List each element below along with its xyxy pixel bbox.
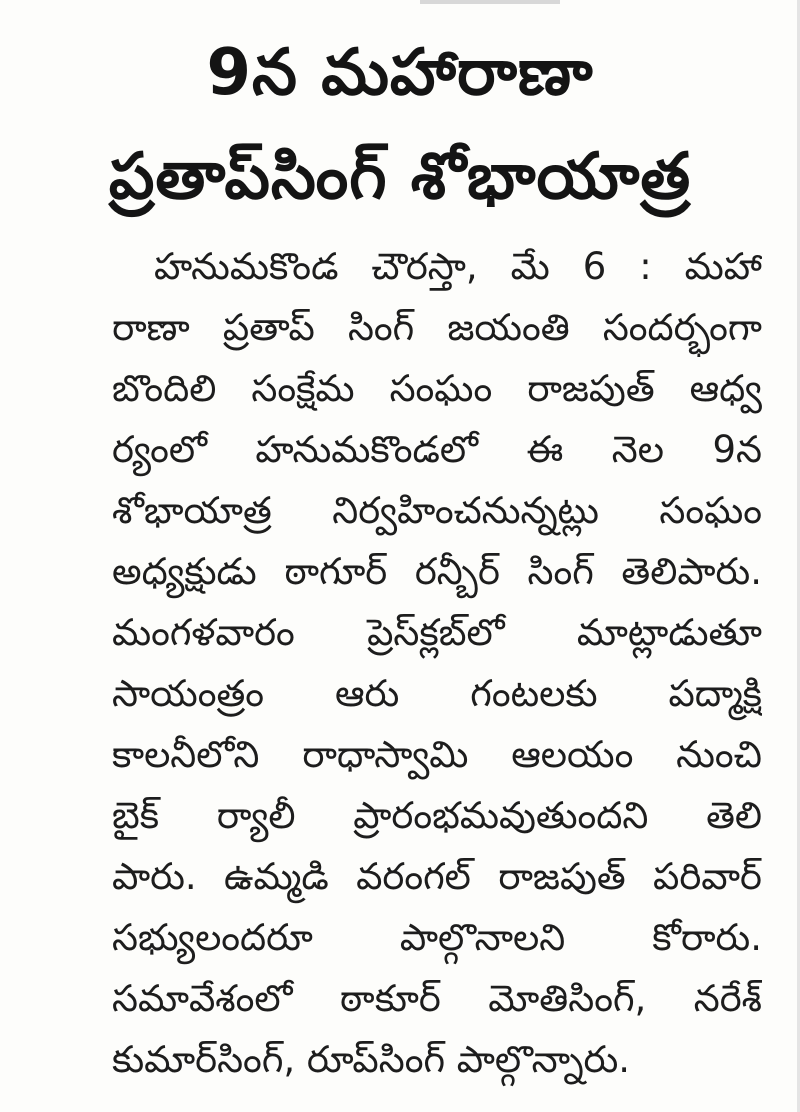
article-line: మంగళవారం ప్రెస్‌క్లబ్‌లో మాట్లాడుతూ <box>112 611 762 654</box>
article-line: సాయంత్రం ఆరు గంటలకు పద్మాక్షి <box>112 672 762 715</box>
article-line: సమావేశంలో ఠాకూర్ మోతిసింగ్, నరేశ్ <box>112 977 762 1020</box>
article-line: కాలనీలోని రాధాస్వామి ఆలయం నుంచి <box>112 733 762 776</box>
top-divider <box>420 0 560 4</box>
article-body <box>112 236 762 1090</box>
article-line: కుమార్‌సింగ్, రూప్‌సింగ్ పాల్గొన్నారు. <box>112 1038 631 1081</box>
article-line: ర్యంలో హనుమకొండలో ఈ నెల 9న <box>112 428 762 471</box>
headline-line-2: ప్రతాప్‌సింగ్ శోభాయాత్ర <box>108 140 692 214</box>
article-line: పారు. ఉమ్మడి వరంగల్ రాజపుత్ పరివార్ <box>112 855 762 898</box>
article-line: బొందిలి సంక్షేమ సంఘం రాజపుత్ ఆధ్వ <box>112 367 762 410</box>
article-line: హనుమకొండ చౌరస్తా, మే 6 : మహా <box>154 245 762 288</box>
article-line: సభ్యులందరూ పాల్గొనాలని కోరారు. <box>112 916 762 959</box>
article-line: రాణా ప్రతాప్ సింగ్ జయంతి సందర్భంగా <box>112 306 762 349</box>
article-line: అధ్యక్షుడు ఠాగూర్ రన్బీర్ సింగ్ తెలిపారు. <box>112 550 762 593</box>
headline-line-1: 9న మహారాణా <box>206 36 594 110</box>
article-line: శోభాయాత్ర నిర్వహించనున్నట్లు సంఘం <box>112 489 762 532</box>
article-line: బైక్ ర్యాలీ ప్రారంభమవుతుందని తెలి <box>112 794 762 837</box>
